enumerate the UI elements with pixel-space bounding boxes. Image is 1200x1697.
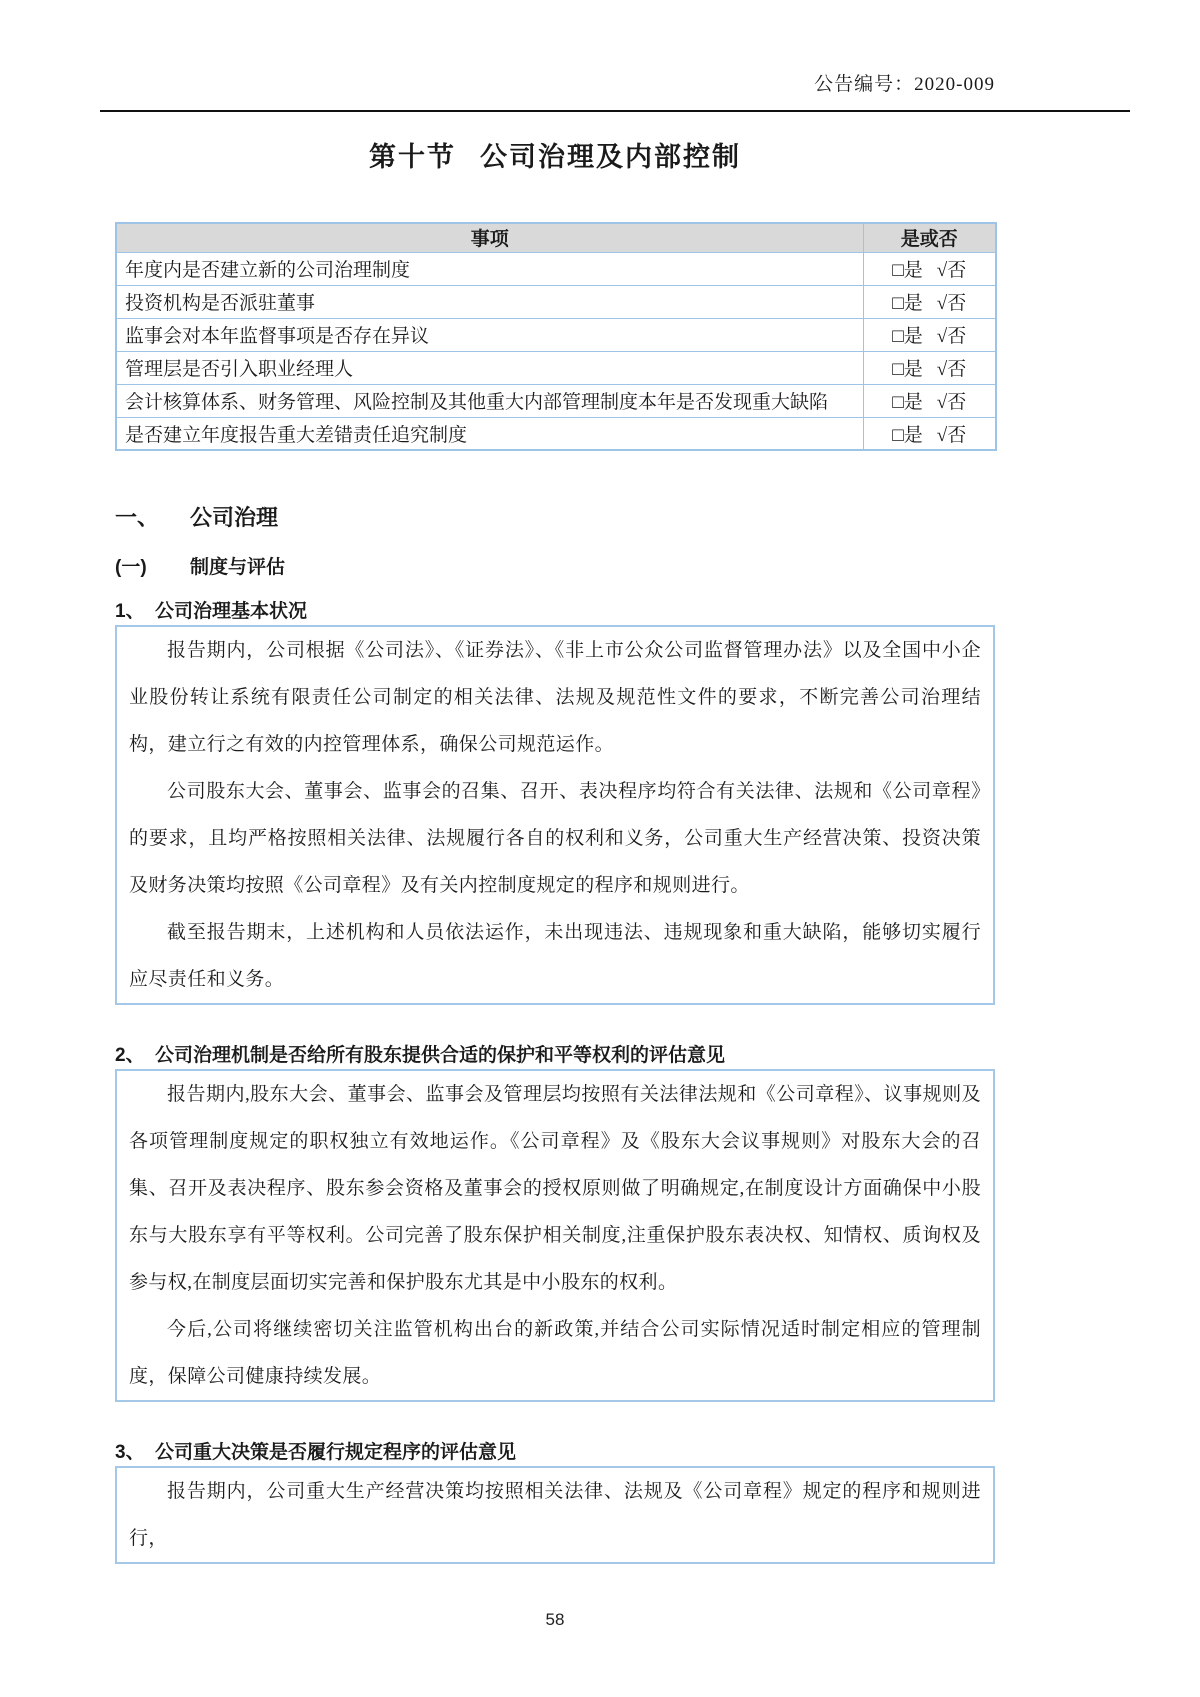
item-title: 公司重大决策是否履行规定程序的评估意见 bbox=[155, 1442, 517, 1463]
section-heading-governance bbox=[115, 503, 995, 533]
table-row bbox=[116, 384, 996, 417]
item-cell: 是否建立年度报告重大差错责任追究制度 bbox=[116, 417, 863, 450]
table-row bbox=[116, 351, 996, 384]
governance-checklist-table bbox=[115, 222, 997, 451]
title-section-number: 第十节 bbox=[369, 142, 456, 172]
table-row bbox=[116, 252, 996, 285]
text-box-governance-status bbox=[115, 625, 995, 1005]
page-content bbox=[115, 138, 995, 1630]
item-cell: 监事会对本年监督事项是否存在异议 bbox=[116, 318, 863, 351]
table-row bbox=[116, 417, 996, 450]
item-title: 公司治理机制是否给所有股东提供合适的保护和平等权利的评估意见 bbox=[155, 1045, 726, 1066]
checkbox-yes: □是 bbox=[892, 392, 923, 413]
paragraph: 报告期内,股东大会、董事会、监事会及管理层均按照有关法律法规和《公司章程》、议事规则及各项管理制度规定的职权独立有效地运作。《公司章程》及《股东大会议事规则》对股东大会的召集、召开及表决程序、股东参会资格及董事会的授权原则做了明确规定,在制度设计方面确保中小股东与大股东享有平等权利。公司完善了股东保护相关制度,注重保护股东表决权、知情权、质询权及参与权,在制度层面切实完善和保护股东尤其是中小股东的权利。 bbox=[129, 1084, 981, 1293]
yesno-cell bbox=[863, 285, 996, 318]
checkmark-no: √否 bbox=[936, 326, 967, 347]
checkmark-no: √否 bbox=[936, 260, 967, 281]
item-cell: 管理层是否引入职业经理人 bbox=[116, 351, 863, 384]
section-number: 一、 bbox=[115, 505, 160, 530]
checkmark-no: √否 bbox=[936, 392, 967, 413]
subsection-title: 制度与评估 bbox=[190, 557, 286, 578]
checkbox-yes: □是 bbox=[892, 326, 923, 347]
table-header-item: 事项 bbox=[116, 223, 863, 252]
checkmark-no: √否 bbox=[936, 424, 967, 446]
item-number: 3、 bbox=[115, 1442, 145, 1463]
paragraph: 公司股东大会、董事会、监事会的召集、召开、表决程序均符合有关法律、法规和《公司章程》的要求，且均严格按照相关法律、法规履行各自的权利和义务，公司重大生产经营决策、投资决策及财务决策均按照《公司章程》及有关内控制度规定的程序和规则进行。 bbox=[129, 781, 981, 896]
section-title: 公司治理 bbox=[190, 505, 279, 530]
text-box-major-decisions bbox=[115, 1466, 995, 1564]
subsection-heading-system-evaluation bbox=[115, 555, 995, 581]
table-header-row bbox=[116, 223, 996, 252]
item-heading-2 bbox=[115, 1043, 995, 1069]
item-cell: 会计核算体系、财务管理、风险控制及其他重大内部管理制度本年是否发现重大缺陷 bbox=[116, 384, 863, 417]
item-number: 1、 bbox=[115, 601, 145, 622]
item-cell: 年度内是否建立新的公司治理制度 bbox=[116, 252, 863, 285]
yesno-cell bbox=[863, 417, 996, 450]
yesno-cell bbox=[863, 384, 996, 417]
page-number: 58 bbox=[545, 1610, 565, 1629]
paragraph: 今后,公司将继续密切关注监管机构出台的新政策,并结合公司实际情况适时制定相应的管理制度，保障公司健康持续发展。 bbox=[129, 1319, 981, 1387]
page-header bbox=[100, 72, 1130, 112]
item-heading-1 bbox=[115, 599, 995, 625]
item-number: 2、 bbox=[115, 1045, 145, 1066]
yesno-cell bbox=[863, 252, 996, 285]
text-box-shareholder-protection bbox=[115, 1069, 995, 1402]
title-text: 公司治理及内部控制 bbox=[480, 142, 741, 172]
page-title bbox=[115, 138, 995, 176]
item-cell: 投资机构是否派驻董事 bbox=[116, 285, 863, 318]
checkmark-no: √否 bbox=[936, 359, 967, 380]
table-row bbox=[116, 285, 996, 318]
yesno-cell bbox=[863, 318, 996, 351]
announcement-number: 公告编号：2020-009 bbox=[814, 74, 995, 95]
checkmark-no: √否 bbox=[936, 293, 967, 314]
table-row bbox=[116, 318, 996, 351]
item-title: 公司治理基本状况 bbox=[155, 601, 308, 622]
header-rule bbox=[100, 110, 1130, 112]
checkbox-yes: □是 bbox=[892, 359, 923, 380]
item-heading-3 bbox=[115, 1440, 995, 1466]
yesno-cell bbox=[863, 351, 996, 384]
paragraph: 报告期内，公司根据《公司法》、《证券法》、《非上市公众公司监督管理办法》以及全国中小企业股份转让系统有限责任公司制定的相关法律、法规及规范性文件的要求，不断完善公司治理结构，建立行之有效的内控管理体系，确保公司规范运作。 bbox=[129, 640, 981, 755]
paragraph: 报告期内，公司重大生产经营决策均按照相关法律、法规及《公司章程》规定的程序和规则进行， bbox=[129, 1481, 981, 1549]
subsection-number: (一) bbox=[115, 557, 147, 578]
table-header-yesno: 是或否 bbox=[863, 223, 996, 252]
checkbox-yes: □是 bbox=[892, 424, 923, 446]
checkbox-yes: □是 bbox=[892, 260, 923, 281]
paragraph: 截至报告期末，上述机构和人员依法运作，未出现违法、违规现象和重大缺陷，能够切实履行应尽责任和义务。 bbox=[129, 922, 981, 990]
checkbox-yes: □是 bbox=[892, 293, 923, 314]
